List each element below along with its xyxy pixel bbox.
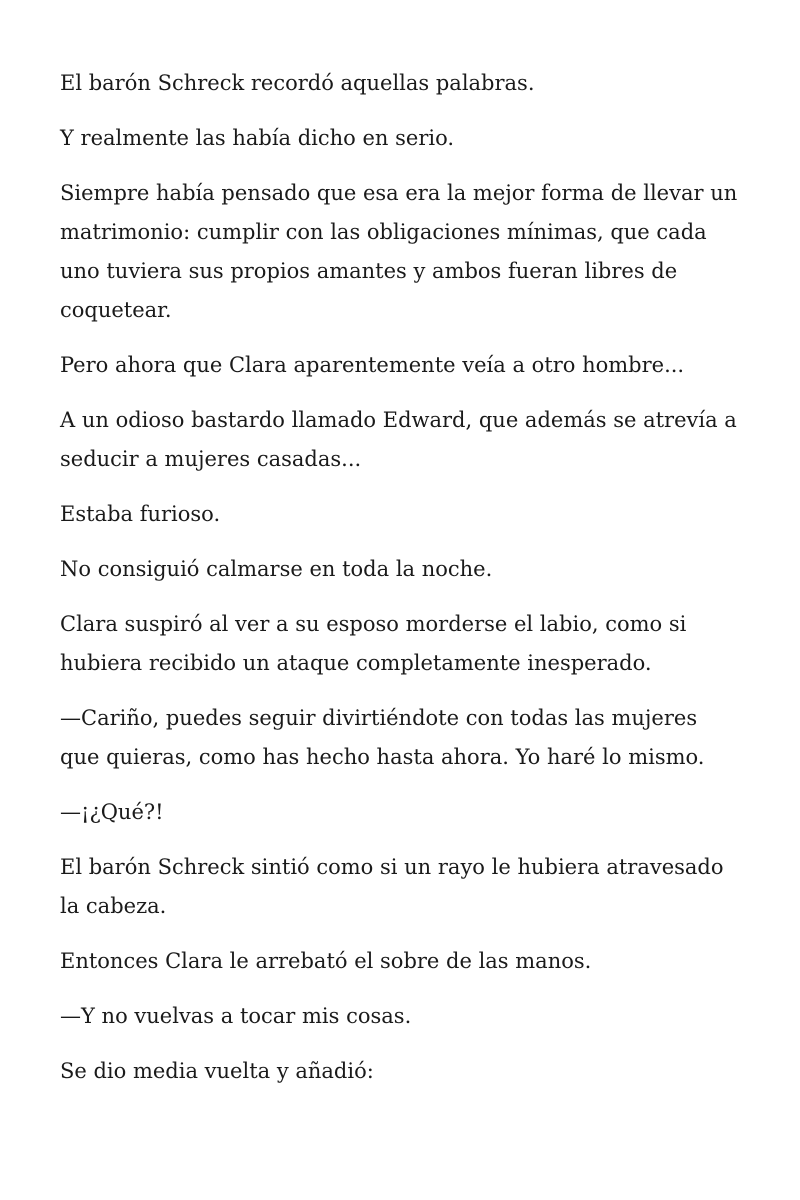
paragraph: Clara suspiró al ver a su esposo morderse el labio, como si hubiera recibido un ataque completamente inesperado. <box>60 612 687 675</box>
paragraph: Pero ahora que Clara aparentemente veía a otro hombre... <box>60 353 685 377</box>
paragraph: —Y no vuelvas a tocar mis cosas. <box>60 1004 412 1028</box>
paragraph: A un odioso bastardo llamado Edward, que además se atrevía a seducir a mujeres casadas... <box>60 408 737 471</box>
paragraph: El barón Schreck sintió como si un rayo le hubiera atravesado la cabeza. <box>60 855 724 918</box>
paragraph: —¡¿Qué?! <box>60 800 164 824</box>
paragraph: Siempre había pensado que esa era la mejor forma de llevar un matrimonio: cumplir con las obligaciones mínimas, que cada uno tuviera sus propios amantes y ambos fueran libres de coquetear. <box>60 181 738 322</box>
paragraph: Se dio media vuelta y añadió: <box>60 1059 374 1083</box>
paragraph: —Cariño, puedes seguir divirtiéndote con todas las mujeres que quieras, como has hecho hasta ahora. Yo haré lo mismo. <box>60 706 705 769</box>
paragraph: Y realmente las había dicho en serio. <box>60 126 455 150</box>
paragraph: Entonces Clara le arrebató el sobre de las manos. <box>60 949 592 973</box>
paragraph: Estaba furioso. <box>60 502 221 526</box>
paragraph: No consiguió calmarse en toda la noche. <box>60 557 493 581</box>
paragraph: El barón Schreck recordó aquellas palabras. <box>60 71 535 95</box>
